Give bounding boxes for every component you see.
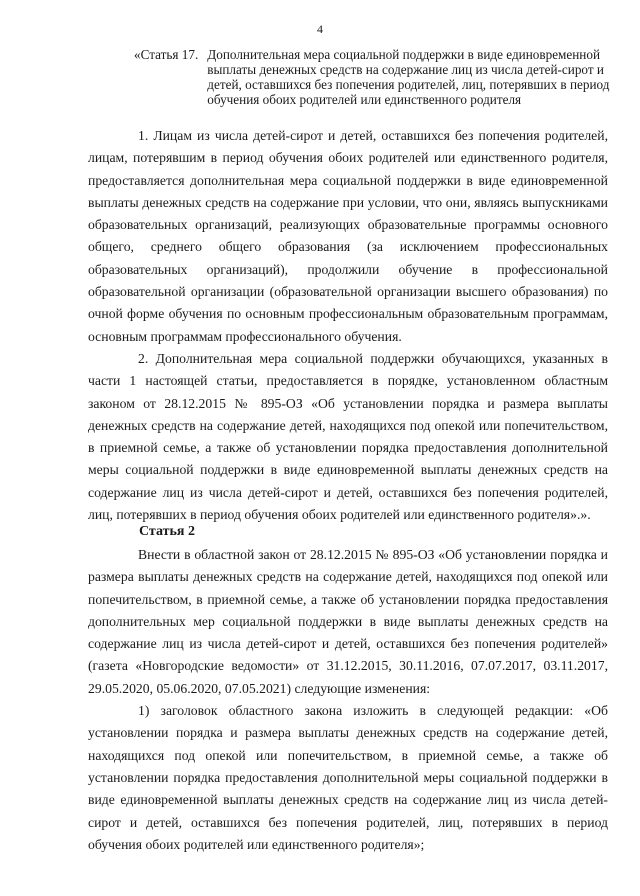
article-17-title: Дополнительная мера социальной поддержки в виде единовременной выплаты денежных средств на содержание лиц из числа детей-сирот и детей, оставшихся без попечения родителей, лиц, потерявших в период обучения обоих родителей или единственного родителя — [207, 47, 610, 107]
article-17-label: «Статья 17. — [134, 47, 199, 62]
article-2-heading: Статья 2 — [139, 524, 195, 539]
page-number: 4 — [317, 22, 323, 36]
article-17-paragraph-1: 1. Лицам из числа детей-сирот и детей, оставшихся без попечения родителей, лицам, потерявшим в период обучения обоих родителей или единственного родителя, предоставляется дополнительная мера социальной поддержки в виде единовременной выплаты денежных средств на содержание при условии, что они, являясь выпускниками образовательных организаций, реализующих образовательные программы основного общего, среднего общего образования (за исключением профессиональных образовательных организаций), продолжили обучение в профессиональной образовательной организации (образовательной организации высшего образования) по очной форме обучения по основным профессиональным образовательным программам, основным программам профессионального обучения. — [88, 128, 608, 344]
article-2-paragraph-1: Внести в областной закон от 28.12.2015 № 895-ОЗ «Об установлении порядка и размера выплаты денежных средств на содержание детей, находящихся под опекой или попечительством, в приемной семье, а также об установлении порядка предоставления дополнительных мер социальной поддержки в виде выплаты денежных средств на содержание лиц из числа детей-сирот и детей, оставшихся без попечения родителей» (газета «Новгородские ведомости» от 31.12.2015, 30.11.2016, 07.07.2017, 03.11.2017, 29.05.2020, 05.06.2020, 07.05.2021) следующие изменения: — [88, 547, 608, 696]
article-2-paragraph-2: 1) заголовок областного закона изложить в следующей редакции: «Об установлении порядка и размера выплаты денежных средств на содержание детей, находящихся под опекой или попечительством, в приемной семье, а также об установлении порядка предоставления дополнительной меры социальной поддержки в виде единовременной выплаты денежных средств на содержание лиц из числа детей-сирот и детей, оставшихся без попечения родителей, лиц, потерявших в период обучения обоих родителей или единственного родителя»; — [88, 703, 608, 852]
article-17-paragraph-2: 2. Дополнительная мера социальной поддержки обучающихся, указанных в части 1 настоящей статьи, предоставляется в порядке, установленном областным законом от 28.12.2015 № 895-ОЗ «Об установлении порядка и размера выплаты денежных средств на содержание детей, находящихся под опекой или попечительством, в приемной семье, а также об установлении порядка предоставления дополнительной меры социальной поддержки в виде единовременной выплаты денежных средств на содержание лиц из числа детей-сирот и детей, оставшихся без попечения родителей, лиц, потерявших в период обучения обоих родителей или единственного родителя».». — [88, 350, 608, 523]
article-17-body — [88, 125, 608, 526]
article-17-heading — [134, 47, 612, 107]
article-2-body — [88, 544, 608, 856]
